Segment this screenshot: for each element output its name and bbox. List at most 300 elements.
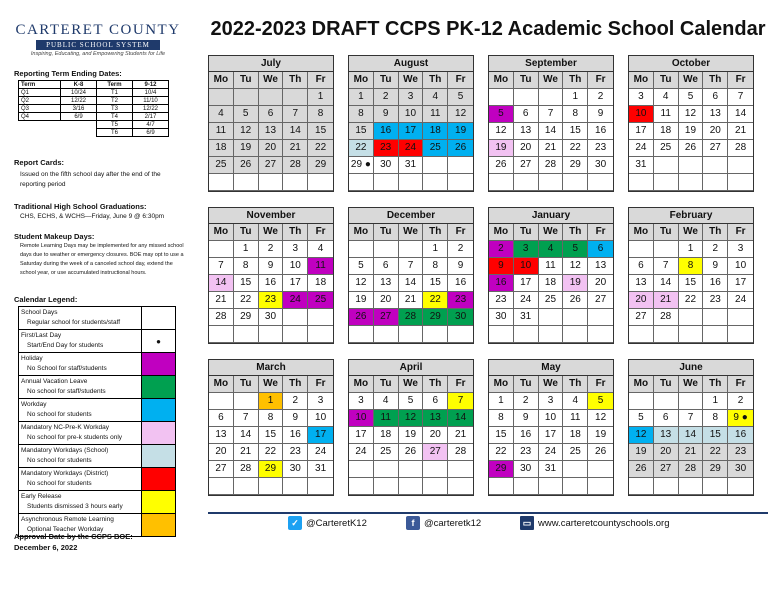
- term-table-cell: 12/22: [133, 105, 169, 113]
- calendar-day: 6: [259, 106, 284, 123]
- calendar-day: 15: [259, 427, 284, 444]
- calendar-empty-cell: [374, 326, 399, 343]
- month-august: [348, 55, 474, 192]
- day-header: Tu: [514, 224, 539, 241]
- calendar-empty-cell: [588, 326, 613, 343]
- calendar-day: 10: [514, 258, 539, 275]
- day-header: Th: [283, 72, 308, 89]
- logo-subtitle: PUBLIC SCHOOL SYSTEM: [36, 40, 160, 50]
- calendar-day: 18: [654, 123, 679, 140]
- calendar-day: 19: [489, 140, 514, 157]
- approval-line1: Approval Date by the CCPS BOE:: [14, 532, 133, 541]
- calendar-day: 8: [349, 106, 374, 123]
- calendar-day: 4: [209, 106, 234, 123]
- calendar-day: 16: [259, 275, 284, 292]
- day-header: We: [539, 376, 564, 393]
- calendar-day: 12: [588, 410, 613, 427]
- day-header: We: [539, 72, 564, 89]
- calendar-day: 30: [259, 309, 284, 326]
- calendar-day: 24: [629, 140, 654, 157]
- calendar-day: 24: [349, 444, 374, 461]
- calendar-empty-cell: [654, 157, 679, 174]
- calendar-day: 13: [629, 275, 654, 292]
- calendar-empty-cell: [259, 174, 284, 191]
- calendar-empty-cell: [654, 326, 679, 343]
- term-table-header: Term: [97, 81, 133, 89]
- calendar-day: 3: [349, 393, 374, 410]
- report-cards-text: Issued on the fifth school day after the end of the reporting period: [20, 171, 161, 188]
- calendar-day: 17: [514, 275, 539, 292]
- calendar-empty-cell: [539, 326, 564, 343]
- month-title: February: [629, 208, 753, 224]
- monitor-icon: ▭: [520, 516, 534, 530]
- calendar-empty-cell: [654, 393, 679, 410]
- calendar-day: 30: [489, 309, 514, 326]
- term-table-cell: 6/9: [133, 129, 169, 137]
- day-header: Mo: [209, 224, 234, 241]
- calendar-day: 1: [234, 241, 259, 258]
- calendar-day: 10: [539, 410, 564, 427]
- calendar-day: 30: [448, 309, 473, 326]
- calendar-day: 22: [234, 292, 259, 309]
- legend-swatch: [142, 491, 176, 513]
- calendar-day: 12: [349, 275, 374, 292]
- report-cards-heading: Report Cards:: [14, 158, 65, 167]
- calendar-day: 22: [703, 444, 728, 461]
- legend-heading: Calendar Legend:: [14, 295, 78, 304]
- calendar-day: 23: [374, 140, 399, 157]
- calendar-empty-cell: [563, 174, 588, 191]
- calendar-day: 30: [514, 461, 539, 478]
- calendar-empty-cell: [588, 478, 613, 495]
- calendar-empty-cell: [588, 461, 613, 478]
- calendar-day: 5: [588, 393, 613, 410]
- calendar-day: 4: [308, 241, 333, 258]
- calendar-day: 31: [629, 157, 654, 174]
- calendar-day: 27: [629, 309, 654, 326]
- calendar-empty-cell: [654, 478, 679, 495]
- calendar-day: 28: [399, 309, 424, 326]
- legend-label: School Days Regular school for students/staff: [19, 307, 142, 329]
- calendar-empty-cell: [209, 478, 234, 495]
- day-header: Th: [563, 224, 588, 241]
- legend-swatch: [142, 422, 176, 444]
- day-header: Mo: [629, 376, 654, 393]
- month-title: November: [209, 208, 333, 224]
- legend-label: Asynchronous Remote Learning Optional Teacher Workday: [19, 514, 142, 536]
- day-header: Fr: [588, 224, 613, 241]
- calendar-empty-cell: [514, 89, 539, 106]
- calendar-day: 1: [423, 241, 448, 258]
- calendar-empty-cell: [374, 478, 399, 495]
- term-table-header: Term: [19, 81, 61, 89]
- calendar-empty-cell: [448, 326, 473, 343]
- calendar-empty-cell: [679, 309, 704, 326]
- calendar-day: 22: [679, 292, 704, 309]
- calendar-day: 21: [234, 444, 259, 461]
- calendar-day: 5: [629, 410, 654, 427]
- term-table-row: [19, 105, 169, 113]
- calendar-day: 6: [514, 106, 539, 123]
- calendar-day: 4: [423, 89, 448, 106]
- calendar-empty-cell: [728, 309, 753, 326]
- day-header: Fr: [588, 72, 613, 89]
- calendar-day: 4: [654, 89, 679, 106]
- term-table-cell: [61, 121, 97, 129]
- month-december: [348, 207, 474, 344]
- calendar-empty-cell: [629, 241, 654, 258]
- calendar-empty-cell: [308, 326, 333, 343]
- calendar-day: 9: [374, 106, 399, 123]
- day-header: We: [399, 224, 424, 241]
- calendar-day: 7: [283, 106, 308, 123]
- legend-row: [19, 307, 176, 330]
- calendar-empty-cell: [209, 89, 234, 106]
- calendar-empty-cell: [448, 478, 473, 495]
- month-april: [348, 359, 474, 496]
- calendar-empty-cell: [234, 393, 259, 410]
- term-table-cell: [19, 121, 61, 129]
- website-url: www.carteretcountyschools.org: [538, 517, 670, 529]
- calendar-day: 20: [374, 292, 399, 309]
- calendar-day: 25: [563, 444, 588, 461]
- calendar-empty-cell: [703, 174, 728, 191]
- calendar-day: 26: [679, 140, 704, 157]
- month-title: September: [489, 56, 613, 72]
- calendar-day: 9: [448, 258, 473, 275]
- calendar-empty-cell: [349, 478, 374, 495]
- calendar-day: 15: [234, 275, 259, 292]
- calendar-day: 11: [539, 258, 564, 275]
- calendar-empty-cell: [489, 174, 514, 191]
- calendar-empty-cell: [209, 393, 234, 410]
- calendar-day: 13: [654, 427, 679, 444]
- calendar-day: 2: [728, 393, 753, 410]
- calendar-day: 29: [308, 157, 333, 174]
- term-table-row: [19, 129, 169, 137]
- calendar-day: 17: [349, 427, 374, 444]
- calendar-day: 22: [308, 140, 333, 157]
- calendar-day: 8: [234, 258, 259, 275]
- day-header: Tu: [654, 376, 679, 393]
- calendar-day: 25: [654, 140, 679, 157]
- calendar-day: 15: [489, 427, 514, 444]
- calendar-day: 28: [283, 157, 308, 174]
- calendar-day: 10: [349, 410, 374, 427]
- calendar-day: 6: [374, 258, 399, 275]
- facebook-link[interactable]: [406, 516, 481, 530]
- day-header: Tu: [374, 72, 399, 89]
- calendar-day: 5: [349, 258, 374, 275]
- calendar-day: 28: [539, 157, 564, 174]
- day-header: Tu: [234, 72, 259, 89]
- twitter-link[interactable]: [288, 516, 367, 530]
- calendar-empty-cell: [423, 174, 448, 191]
- calendar-day: 2: [588, 89, 613, 106]
- legend-label: Workday No school for students: [19, 399, 142, 421]
- calendar-day: 29: [703, 461, 728, 478]
- calendar-day: 24: [514, 292, 539, 309]
- calendar-day: 29: [563, 157, 588, 174]
- calendar-empty-cell: [283, 478, 308, 495]
- calendar-day: 13: [259, 123, 284, 140]
- term-table-cell: T2: [97, 97, 133, 105]
- calendar-day: 4: [563, 393, 588, 410]
- calendar-day: 28: [728, 140, 753, 157]
- calendar-day: 13: [374, 275, 399, 292]
- calendar-day: 27: [703, 140, 728, 157]
- calendar-day: 25: [374, 444, 399, 461]
- calendar-day: 28: [654, 309, 679, 326]
- day-header: Tu: [514, 72, 539, 89]
- calendar-day: 15: [423, 275, 448, 292]
- legend-swatch: [142, 307, 176, 329]
- footer-divider: [208, 512, 768, 514]
- website-link[interactable]: [520, 516, 669, 530]
- calendar-day: 1: [703, 393, 728, 410]
- calendar-empty-cell: [514, 326, 539, 343]
- calendar-day: 24: [539, 444, 564, 461]
- calendar-day: 19: [448, 123, 473, 140]
- legend-swatch: [142, 376, 176, 398]
- calendar-empty-cell: [539, 89, 564, 106]
- legend-swatch: [142, 468, 176, 490]
- term-table-cell: 10/4: [133, 89, 169, 97]
- calendar-day: 16: [588, 123, 613, 140]
- calendar-day: 24: [308, 444, 333, 461]
- day-header: Th: [563, 72, 588, 89]
- calendar-day: 11: [308, 258, 333, 275]
- calendar-empty-cell: [308, 174, 333, 191]
- calendar-empty-cell: [259, 478, 284, 495]
- calendar-day: 10: [629, 106, 654, 123]
- calendar-day: 21: [283, 140, 308, 157]
- calendar-day: 23: [728, 444, 753, 461]
- day-header: Tu: [514, 376, 539, 393]
- calendar-empty-cell: [349, 241, 374, 258]
- facebook-icon: f: [406, 516, 420, 530]
- day-header: Mo: [349, 72, 374, 89]
- month-october: [628, 55, 754, 192]
- graduations-text: CHS, ECHS, & WCHS—Friday, June 9 @ 6:30pm: [20, 213, 165, 220]
- calendar-day: 8: [259, 410, 284, 427]
- calendar-day: 28: [679, 461, 704, 478]
- calendar-day: 1: [679, 241, 704, 258]
- calendar-day: 19: [349, 292, 374, 309]
- day-header: Th: [283, 224, 308, 241]
- reporting-heading: Reporting Term Ending Dates:: [14, 69, 122, 78]
- calendar-day: 10: [728, 258, 753, 275]
- month-march: [208, 359, 334, 496]
- term-table-cell: Q3: [19, 105, 61, 113]
- calendar-day: 22: [259, 444, 284, 461]
- calendar-day: 15: [703, 427, 728, 444]
- calendar-day: 18: [539, 275, 564, 292]
- calendar-day: 7: [654, 258, 679, 275]
- calendar-day: 25: [423, 140, 448, 157]
- makeup-text: Remote Learning Days may be implemented for any missed school days due to weather or emergency closures. BOE may opt to use a Saturday during the week of a canceled school day, extend the school year, or use accumulated instructional hours.: [20, 243, 184, 276]
- calendar-day: 9 ●: [728, 410, 753, 427]
- calendar-empty-cell: [308, 309, 333, 326]
- twitter-icon: ✓: [288, 516, 302, 530]
- day-header: Th: [423, 224, 448, 241]
- day-header: Fr: [448, 224, 473, 241]
- calendar-empty-cell: [514, 478, 539, 495]
- calendar-day: 26: [399, 444, 424, 461]
- day-header: Mo: [489, 72, 514, 89]
- calendar-day: 13: [703, 106, 728, 123]
- calendar-empty-cell: [563, 309, 588, 326]
- calendar-day: 18: [423, 123, 448, 140]
- calendar-day: 17: [629, 123, 654, 140]
- day-header: Tu: [234, 376, 259, 393]
- calendar-empty-cell: [629, 174, 654, 191]
- calendar-day: 22: [349, 140, 374, 157]
- calendar-empty-cell: [399, 461, 424, 478]
- calendar-day: 10: [399, 106, 424, 123]
- calendar-day: 11: [654, 106, 679, 123]
- day-header: Fr: [728, 224, 753, 241]
- calendar-day: 15: [308, 123, 333, 140]
- calendar-empty-cell: [209, 241, 234, 258]
- month-may: [488, 359, 614, 496]
- calendar-empty-cell: [308, 478, 333, 495]
- calendar-day: 29 ●: [349, 157, 374, 174]
- legend-row: [19, 422, 176, 445]
- calendar-day: 10: [308, 410, 333, 427]
- calendar-empty-cell: [349, 326, 374, 343]
- calendar-day: 30: [728, 461, 753, 478]
- day-header: Th: [283, 376, 308, 393]
- calendar-day: 27: [514, 157, 539, 174]
- calendar-day: 17: [283, 275, 308, 292]
- calendar-day: 14: [399, 275, 424, 292]
- legend-row: [19, 468, 176, 491]
- calendar-day: 1: [308, 89, 333, 106]
- calendar-day: 14: [234, 427, 259, 444]
- calendar-day: 20: [588, 275, 613, 292]
- calendar-day: 16: [514, 427, 539, 444]
- calendar-day: 13: [209, 427, 234, 444]
- day-header: We: [679, 224, 704, 241]
- calendar-day: 20: [514, 140, 539, 157]
- term-table-cell: 2/17: [133, 113, 169, 121]
- calendar-empty-cell: [489, 326, 514, 343]
- day-header: Th: [703, 224, 728, 241]
- term-table-header: 9-12: [133, 81, 169, 89]
- calendar-legend: [18, 306, 176, 537]
- calendar-empty-cell: [234, 89, 259, 106]
- term-table: [18, 80, 169, 137]
- calendar-day: 14: [539, 123, 564, 140]
- calendar-empty-cell: [539, 478, 564, 495]
- calendar-empty-cell: [259, 89, 284, 106]
- calendar-day: 15: [349, 123, 374, 140]
- calendar-day: 14: [728, 106, 753, 123]
- term-table-cell: T6: [97, 129, 133, 137]
- calendar-day: 21: [448, 427, 473, 444]
- day-header: Fr: [448, 72, 473, 89]
- calendar-empty-cell: [654, 241, 679, 258]
- calendar-day: 6: [588, 241, 613, 258]
- calendar-empty-cell: [448, 461, 473, 478]
- calendar-day: 29: [423, 309, 448, 326]
- term-table-cell: [19, 129, 61, 137]
- calendar-day: 9: [489, 258, 514, 275]
- calendar-day: 27: [209, 461, 234, 478]
- term-table-row: [19, 113, 169, 121]
- calendar-day: 11: [209, 123, 234, 140]
- legend-label: Mandatory NC-Pre-K Workday No school for pre-k students only: [19, 422, 142, 444]
- term-table-row: [19, 97, 169, 105]
- calendar-day: 15: [679, 275, 704, 292]
- calendar-empty-cell: [629, 478, 654, 495]
- calendar-day: 19: [234, 140, 259, 157]
- calendar-day: 31: [514, 309, 539, 326]
- day-header: Mo: [209, 376, 234, 393]
- calendar-empty-cell: [654, 174, 679, 191]
- calendar-day: 23: [514, 444, 539, 461]
- legend-swatch: ●: [142, 330, 176, 352]
- calendar-day: 23: [489, 292, 514, 309]
- calendar-day: 25: [308, 292, 333, 309]
- calendar-day: 24: [283, 292, 308, 309]
- day-header: Fr: [448, 376, 473, 393]
- day-header: We: [399, 72, 424, 89]
- calendar-day: 16: [374, 123, 399, 140]
- calendar-day: 14: [679, 427, 704, 444]
- calendar-day: 5: [489, 106, 514, 123]
- page-title: 2022-2023 DRAFT CCPS PK-12 Academic School Calendar: [210, 18, 766, 40]
- day-header: Mo: [489, 376, 514, 393]
- calendar-day: 19: [399, 427, 424, 444]
- month-title: June: [629, 360, 753, 376]
- calendar-day: 9: [703, 258, 728, 275]
- calendar-day: 7: [679, 410, 704, 427]
- calendar-day: 2: [489, 241, 514, 258]
- calendar-day: 20: [629, 292, 654, 309]
- graduations-heading: Traditional High School Graduations:: [14, 202, 147, 211]
- day-header: Fr: [308, 72, 333, 89]
- day-header: Tu: [654, 72, 679, 89]
- calendar-empty-cell: [679, 174, 704, 191]
- day-header: We: [259, 224, 284, 241]
- calendar-empty-cell: [679, 478, 704, 495]
- calendar-day: 30: [283, 461, 308, 478]
- legend-row: [19, 376, 176, 399]
- calendar-day: 21: [679, 444, 704, 461]
- calendar-empty-cell: [679, 157, 704, 174]
- day-header: Th: [423, 376, 448, 393]
- calendar-day: 1: [489, 393, 514, 410]
- calendar-day: 8: [563, 106, 588, 123]
- calendar-day: 16: [489, 275, 514, 292]
- calendar-day: 11: [563, 410, 588, 427]
- calendar-day: 22: [563, 140, 588, 157]
- calendar-empty-cell: [489, 89, 514, 106]
- calendar-day: 9: [283, 410, 308, 427]
- calendar-day: 21: [209, 292, 234, 309]
- day-header: Fr: [728, 72, 753, 89]
- month-title: July: [209, 56, 333, 72]
- calendar-empty-cell: [283, 326, 308, 343]
- day-header: Fr: [308, 376, 333, 393]
- calendar-empty-cell: [399, 241, 424, 258]
- calendar-day: 20: [209, 444, 234, 461]
- day-header: Mo: [629, 72, 654, 89]
- calendar-day: 25: [209, 157, 234, 174]
- calendar-day: 4: [539, 241, 564, 258]
